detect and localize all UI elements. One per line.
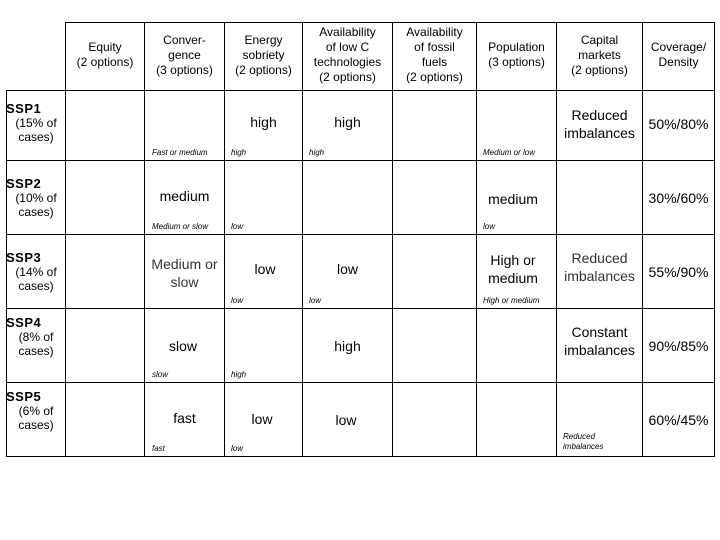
grid-line: [6, 308, 715, 309]
header-energy-sobriety: Energy sobriety (2 options): [235, 33, 292, 77]
ssp1-low-c: high: [334, 114, 361, 130]
ssp-name: SSP5: [6, 389, 42, 404]
ssp1-energy-note: high: [231, 148, 247, 157]
ssp-share: (10% of cases): [15, 191, 57, 220]
ssp3-population: High or medium: [488, 252, 538, 286]
grid-line: [144, 22, 145, 457]
ssp3-capital: Reduced imbalances: [564, 250, 635, 284]
ssp-share: (15% of cases): [15, 116, 57, 145]
ssp4-energy-note: high: [231, 370, 247, 379]
grid-line: [714, 22, 715, 457]
header-equity: Equity (2 options): [76, 40, 134, 69]
ssp-name: SSP4: [6, 315, 42, 330]
grid-line: [302, 22, 303, 457]
ssp3-low-c: low: [336, 261, 358, 277]
ssp4-capital: Constant imbalances: [564, 324, 635, 358]
header-coverage-density: Coverage/ Density: [650, 40, 707, 69]
grid-line: [6, 234, 715, 235]
ssp4-coverage: 90%/85%: [648, 338, 709, 354]
ssp2-coverage: 30%/60%: [648, 190, 709, 206]
ssp5-energy: low: [251, 411, 273, 427]
ssp5-convergence-note: fast: [152, 444, 165, 453]
row-label-ssp5: [6, 389, 66, 433]
grid-line: [556, 22, 557, 457]
ssp3-energy: low: [254, 261, 276, 277]
ssp2-population-note: low: [483, 222, 496, 231]
ssp1-convergence-note: Fast or medium: [152, 148, 208, 157]
grid-line: [392, 22, 393, 457]
ssp-share: (6% of cases): [18, 404, 54, 433]
ssp5-convergence: fast: [173, 410, 196, 426]
ssp5-capital-note: Reduced imbalances: [563, 432, 604, 452]
ssp-name: SSP1: [6, 101, 42, 116]
header-fossil-fuels: Availability of fossil fuels (2 options): [406, 25, 463, 84]
ssp1-capital: Reduced imbalances: [564, 107, 635, 141]
ssp1-low-c-note: high: [309, 148, 325, 157]
row-label-ssp3: [6, 250, 66, 294]
ssp3-low-c-note: low: [309, 296, 322, 305]
ssp2-population: medium: [488, 191, 538, 207]
grid-line: [476, 22, 477, 457]
grid-line: [6, 90, 715, 91]
ssp3-coverage: 55%/90%: [648, 264, 709, 280]
ssp5-energy-note: low: [231, 444, 244, 453]
grid-line: [6, 382, 715, 383]
ssp3-convergence: Medium or slow: [151, 256, 218, 290]
ssp3-population-note: High or medium: [483, 296, 540, 305]
ssp2-convergence: medium: [159, 188, 210, 204]
ssp-name: SSP2: [6, 176, 42, 191]
ssp5-low-c: low: [335, 412, 357, 428]
row-label-ssp1: [6, 101, 66, 145]
ssp-name: SSP3: [6, 250, 42, 265]
row-label-ssp4: [6, 315, 66, 359]
ssp1-population-note: Medium or low: [483, 148, 536, 157]
grid-line: [6, 160, 715, 161]
grid-line: [642, 22, 643, 457]
header-low-c-technologies: Availability of low C technologies (2 options): [313, 25, 382, 84]
ssp-share: (14% of cases): [15, 265, 57, 294]
ssp4-convergence: slow: [168, 338, 197, 354]
ssp-share: (8% of cases): [18, 330, 54, 359]
ssp5-coverage: 60%/45%: [648, 412, 709, 428]
header-capital-markets: Capital markets (2 options): [571, 33, 628, 77]
ssp3-energy-note: low: [231, 296, 244, 305]
grid-line: [65, 22, 715, 23]
ssp4-convergence-note: slow: [152, 370, 169, 379]
ssp1-coverage: 50%/80%: [648, 116, 709, 132]
header-convergence: Conver- gence (3 options): [156, 33, 213, 77]
grid-line: [6, 456, 715, 457]
ssp2-convergence-note: Medium or slow: [152, 222, 209, 231]
grid-line: [224, 22, 225, 457]
ssp2-energy-note: low: [231, 222, 244, 231]
header-population: Population (3 options): [488, 40, 545, 69]
row-label-ssp2: [6, 176, 66, 220]
ssp1-energy: high: [250, 114, 277, 130]
ssp4-low-c: high: [334, 338, 361, 354]
